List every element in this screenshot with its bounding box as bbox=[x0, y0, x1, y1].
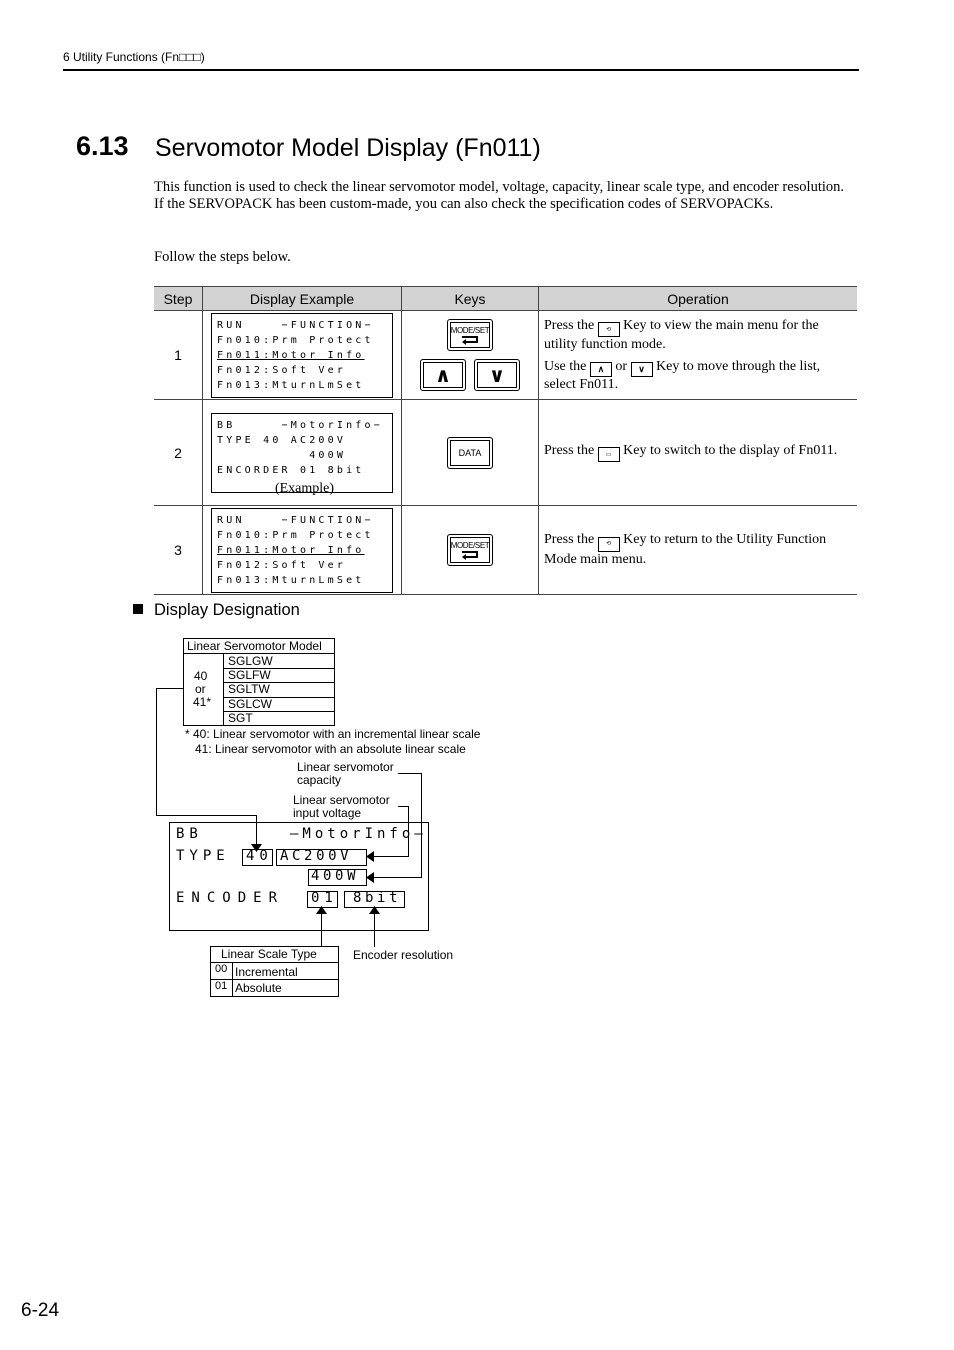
running-head: 6 Utility Functions (Fn□□□) bbox=[63, 50, 205, 64]
model-name: SGT bbox=[228, 711, 253, 725]
display-voltage: AC200V bbox=[280, 848, 353, 864]
up-arrow-icon: ∧ bbox=[434, 363, 452, 387]
down-key-icon: ∨ bbox=[631, 362, 653, 377]
display-bb: BB bbox=[176, 826, 203, 842]
scale-box-header: Linear Scale Type bbox=[221, 947, 317, 961]
down-arrow-icon: ∨ bbox=[488, 363, 506, 387]
capacity-callout: Linear servomotor capacity bbox=[297, 760, 394, 787]
model-name: SGLFW bbox=[228, 668, 271, 682]
model-name: SGLTW bbox=[228, 682, 270, 696]
page-number: 6-24 bbox=[21, 1300, 60, 1321]
model-name: SGLCW bbox=[228, 697, 273, 711]
display-title: –MotorInfo– bbox=[290, 826, 427, 842]
example-caption: (Example) bbox=[274, 480, 335, 496]
lcd-line: 400W bbox=[217, 449, 347, 461]
lcd-line: Fn010:Prm Protect bbox=[217, 529, 374, 541]
lcd-line-selected: Fn011:Motor Info bbox=[217, 544, 365, 556]
scale-code: 00 bbox=[215, 963, 228, 975]
display-type-code: 40 bbox=[246, 848, 273, 864]
operation-text: Use the ∧ or ∨ Key to move through the list, select Fn011. bbox=[544, 359, 821, 392]
display-type-label: TYPE bbox=[176, 848, 230, 864]
operation-text: Press the ▭ Key to switch to the display of Fn011. bbox=[544, 443, 857, 463]
footnote: * 40: Linear servomotor with an incremental linear scale bbox=[185, 727, 481, 741]
lcd-line: Fn013:MturnLmSet bbox=[217, 379, 365, 391]
display-scale-code: 01 bbox=[311, 890, 338, 906]
scale-name: Incremental bbox=[235, 965, 298, 979]
display-capacity: 400W bbox=[311, 868, 360, 884]
voltage-callout: Linear servomotor input voltage bbox=[293, 793, 390, 820]
lcd-line: ENCORDER 01 8bit bbox=[217, 464, 365, 476]
footnote: 41: Linear servomotor with an absolute linear scale bbox=[195, 742, 466, 756]
operation-text: Press the ⟲ Key to view the main menu for the utility function mode. bbox=[544, 317, 819, 352]
lcd-line: Fn012:Soft Ver bbox=[217, 559, 347, 571]
lcd-line: Fn010:Prm Protect bbox=[217, 334, 374, 346]
model-code: 40 bbox=[194, 669, 208, 683]
header-step: Step bbox=[154, 287, 203, 311]
arrow-up-icon bbox=[369, 906, 380, 914]
section-title: Servomotor Model Display (Fn011) bbox=[155, 134, 541, 162]
up-key-icon: ∧ bbox=[590, 362, 612, 377]
display-encoder-label: ENCODER bbox=[176, 890, 285, 906]
lcd-line: Fn012:Soft Ver bbox=[217, 364, 347, 376]
mode-set-key-icon: ⟲ bbox=[598, 322, 620, 337]
section-number: 6.13 bbox=[76, 131, 129, 161]
step-number: 2 bbox=[154, 400, 203, 506]
lcd-line: RUN −FUNCTION− bbox=[217, 514, 374, 526]
scale-name: Absolute bbox=[235, 981, 282, 995]
lcd-line-selected: Fn011:Motor Info bbox=[217, 349, 365, 361]
header-display: Display Example bbox=[203, 287, 402, 311]
model-box-header: Linear Servomotor Model bbox=[187, 639, 322, 653]
model-name: SGLGW bbox=[228, 654, 273, 668]
mode-set-key[interactable]: MODE/SET bbox=[447, 319, 493, 351]
lcd-line: RUN −FUNCTION− bbox=[217, 319, 374, 331]
follow-text: Follow the steps below. bbox=[154, 249, 291, 265]
lcd-line: TYPE 40 AC200V bbox=[217, 434, 347, 446]
step-number: 3 bbox=[154, 506, 203, 595]
model-code-or: or bbox=[195, 682, 206, 696]
display-resolution: 8bit bbox=[353, 890, 402, 906]
lcd-line: BB −MotorInfo− bbox=[217, 419, 383, 431]
scale-code: 01 bbox=[215, 980, 228, 992]
intro-paragraph: This function is used to check the linear servomotor model, voltage, capacity, linear scale type, and encoder resolution. If the SERVOPACK has been custom-made, you can also check the specification codes of SERVOPACKs. bbox=[154, 179, 844, 212]
designation-title: Display Designation bbox=[154, 601, 300, 619]
step-number: 1 bbox=[154, 311, 203, 400]
header-keys: Keys bbox=[402, 287, 539, 311]
data-key-icon: ▭ bbox=[598, 447, 620, 462]
lcd-line: Fn013:MturnLmSet bbox=[217, 574, 365, 586]
operation-text: Press the ⟲ Key to return to the Utility Function Mode main menu. bbox=[544, 532, 827, 567]
header-operation: Operation bbox=[539, 287, 858, 311]
mode-set-key-icon: ⟲ bbox=[598, 537, 620, 552]
encoder-callout: Encoder resolution bbox=[353, 948, 454, 962]
mode-set-key[interactable]: MODE/SET bbox=[447, 534, 493, 566]
arrow-up-icon bbox=[316, 906, 327, 914]
data-key[interactable]: DATA bbox=[447, 437, 493, 469]
model-code: 41* bbox=[193, 695, 212, 709]
